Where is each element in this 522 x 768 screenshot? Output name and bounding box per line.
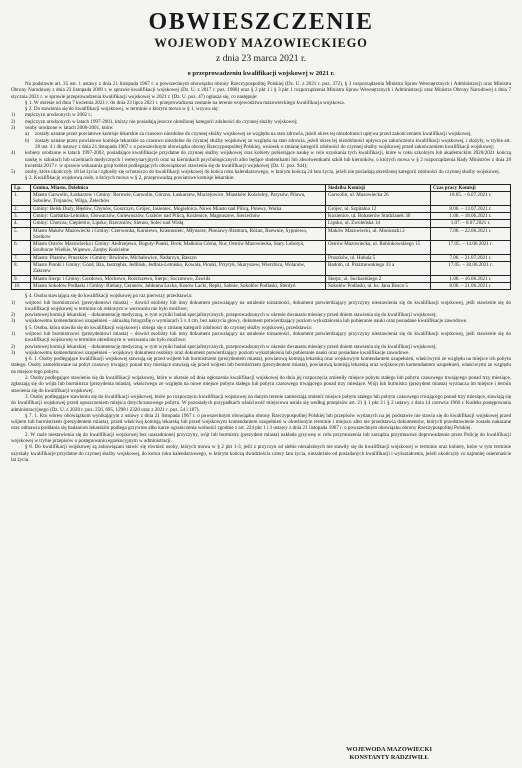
cell-lp: 8.: [12, 262, 31, 276]
section-6: [11, 356, 511, 413]
table-row: [12, 212, 511, 219]
cell-gmina: Gminy: Chotcza, Ciepielów, Lipsko, Rzeczniów, Sienno, Solec nad Wisłą: [31, 220, 326, 227]
document-date: z dnia 23 marca 2021 r.: [215, 53, 307, 64]
list-marker: 1): [11, 330, 16, 337]
list-text: powiatowej komisji lekarskiej – dokumentację medyczną, w tym wyniki badań specjalistycznych, przeprowadzonych w okresie dwunastu miesięcy przed dniem stawienia się do kwalifikacji wojskowej;: [25, 343, 437, 350]
table-row: [12, 227, 511, 241]
cell-gmina: Miasto Sokołów Podlaski i Gminy: Bielany, Ceranów, Jabłonna Lacka, Kosów Lacki, Repki, Sabnie, Sokołów Podlaski, Sterdyń: [31, 282, 326, 289]
cell-lp: 5.: [12, 227, 31, 241]
list-marker: b): [25, 137, 30, 144]
paragraph: § 8. Do kwalifikacji wojskowej są zobowiązani stawić się również osoby, których mowa w § 2 pkt 1-3, jeśli z przyczyn od siebie niezależnych nie stawiły się do kwalifikacji wojskowej w terminie oraz kobiety, które w tym terminie uzyskały kwalifikacje przydatne do czynnej służby wojskowej, do końca roku kalendarzowego, w którym kończą dwadzieścia cztery lata życia, niezależnie od posiadanych kwalifikacji i wykształcenia, jeżeli ukończyły co najmniej osiemnaście lat życia.: [11, 444, 511, 463]
list-text: wojskowemu komendantowi uzupełnień – aktualną fotografię o wymiarach 3 x 4 cm, bez nakrycia głowy, dokument potwierdzający poziom wykształcenia lub pobieranie nauki oraz posiadane kwalifikacje zawodowe.: [25, 318, 468, 325]
cell-czas: 18.05. – 6.07.2021 r.: [431, 192, 511, 206]
header-czas: Czas pracy Komisji: [431, 184, 511, 191]
section-4-items: [11, 300, 511, 325]
list-item: [11, 300, 511, 313]
signature-block: [346, 746, 432, 762]
cell-siedziba: Radom, ul. Prażmowskiego 33 a: [326, 262, 431, 276]
paragraph: 2. W razie niestawienia się do kwalifikacji wojskowej bez uzasadnionej przyczyny, wójt lub burmistrz (prezydent miasta) nakłada grzywnę w celu przymuszenia lub zarządza przymusowe doprowadzenie przez Policję do kwalifikacji wojskowej w trybie przepisów o postępowaniu egzekucyjnym w administracji.: [11, 431, 511, 445]
list-text: osoby, które ukończyły 18 lat życia i zgłosiły się ochotniczo do kwalifikacji wojskowej do końca roku kalendarzowego, w którym kończą 24 lata życia, jeżeli nie posiadają określonej kategorii zdolności do czynnej służby wojskowej.: [25, 169, 500, 176]
cell-siedziba: Lipsko, ul. Zwoleńska 14: [326, 220, 431, 227]
table-row: [12, 241, 511, 255]
cell-czas: 17.05. – 30.06.2021 r.: [431, 262, 511, 276]
cell-lp: 1.: [12, 192, 31, 206]
list-text: wójtowi lub burmistrzowi (prezydentowi miasta) – dowód osobisty lub inny dokument pozwalający na ustalenie tożsamości, dokument potwierdzający przyczyny niestawienia się do kwalifikacji wojskowej, jeśli stawienie się do kwalifikacji wojskowej w terminie określonym w wezwaniu nie było możliwe;: [25, 330, 511, 344]
document-subtitle: WOJEWODY MAZOWIECKIEGO: [154, 36, 368, 50]
section-1: § 1. W okresie od dnia 7 kwietnia 2021 r. do dnia 23 lipca 2021 r. przeprowadzona zostanie na terenie województwa mazowieckiego kwalifikacja wojskowa.: [25, 99, 345, 106]
list-marker: 3): [11, 318, 16, 325]
paragraph: 2. Osoby podlegające stawieniu się do kwalifikacji wojskowej, które w okresie od dnia ogłoszenia kwalifikacji wojskowej do dnia jej rozpoczęcia zmieniły miejsce pobytu stałego lub pobytu czasowego trwającego ponad trzy miesiące, zgłaszają się do wójta lub burmistrza (prezydenta miasta), właściwego ze względu na nowe miejsce pobytu stałego lub pobytu czasowego trwającego ponad trzy miesiące. Wójt lub burmistrz (prezydent miasta) wyznacza im miejsce i termin stawienia się do kwalifikacji wojskowej.: [11, 375, 511, 394]
list-marker: 2): [11, 312, 16, 319]
list-marker: 4): [11, 150, 16, 157]
list-marker: 3): [11, 349, 16, 356]
table-header-row: [12, 184, 511, 191]
cell-gmina: Miasto Ostrów Mazowiecka i Gminy: Andrzejewo, Boguty-Pianki, Brok, Małkinia Górna, Nur, Ostrów Mazowiecka, Stary Lubotyń, Szulborze Wielkie, Wąsewo, Zaręby Kościelne: [31, 241, 326, 255]
list-text: kobiety urodzone w latach 1997-2002, posiadające kwalifikacje przydatne do czynnej służby wojskowej oraz kobiety pobierające naukę w celu uzyskania tych kwalifikacji, które w roku szkolnym lub akademickim 2020/2021 kończą naukę w szkołach lub uczelniach medycznych i weterynaryjnych oraz na kierunkach psychologicznych albo będące studentkami lub absolwentkami szkół lub kierunków, o których mowa w § 2 rozporządzenia Rady Ministrów z dnia 28 kwietnia 2017 r. w sprawie wskazania grup kobiet podlegających obowiązkowi stawienia się do kwalifikacji wojskowej (Dz. U. poz. 944);: [25, 150, 511, 169]
document-title: OBWIESZCZENIE: [148, 9, 374, 35]
list-marker: 1): [11, 299, 16, 306]
cell-czas: 8.06. – 21.06.2021 r.: [431, 282, 511, 289]
cell-lp: 6.: [12, 241, 31, 255]
commission-table: [11, 184, 511, 290]
cell-gmina: Miasto Sierpc i Gminy: Gozdowo, Mochowo, Rościszewo, Sierpc, Szczutowo, Zawidz: [31, 275, 326, 282]
cell-czas: 8.06. – 13.07.2021 r.: [431, 205, 511, 212]
cell-siedziba: Garwolin, ul. Mazowiecka 26: [326, 192, 431, 206]
cell-gmina: Gminy: Belsk Duży, Błędów, Chynów, Goszczyn, Grójec, Jasieniec, Mogielnica, Nowe Miasto nad Pilicą, Pniewy, Warka: [31, 205, 326, 212]
list-marker: 5): [11, 169, 16, 176]
table-body: [12, 192, 511, 290]
cell-gmina: Miasto Garwolin, Łaskarzew i Gminy: Borowie, Garwolin, Górzno, Łaskarzew, Maciejowice, Miastków Kościelny, Parysów, Pilawa, Sobolew, Trojanów, Wilga, Żelechów: [31, 192, 326, 206]
paragraph: § 7. 1. Kto wbrew obowiązkom wynikającym z ustawy z dnia 21 listopada 1967 r. o powszechnym obowiązku obrony Rzeczypospolitej Polskiej lub przepisów wydanych na jej podstawie nie stawia się do kwalifikacji wojskowej przed wójtem lub burmistrzem (prezydentem miasta), przed właściwą komisją lekarską lub przed wojskowym komendantem uzupełnień w określonym terminie i miejscu albo nie przedstawia dokumentów, których przedstawienie zostało nakazane oraz odmawia poddania się badaniom lekarskim podlega grzywnie albo karze ograniczenia wolności zgodnie z art. 224 pkt 1 i 3 ustawy z dnia 21 listopada 1967 r. o powszechnym obowiązku obrony Rzeczypospolitej Polskiej.: [11, 412, 511, 432]
section-2-items: [11, 112, 511, 131]
cell-siedziba: Sokołów Podlaski, ul. ks. Jana Bosco 5: [326, 282, 431, 289]
list-text: powiatowej komisji lekarskiej – dokumentację medyczną, w tym wyniki badań specjalistycznych, przeprowadzonych w okresie dwunastu miesięcy przed dniem stawienia się do kwalifikacji wojskowej;: [25, 312, 437, 319]
cell-lp: 10.: [12, 282, 31, 289]
list-marker: 2): [11, 118, 16, 125]
cell-gmina: Miasto Pionki i Gminy: Gózd, Iłża, Jastrzębia, Jedlińsk, Jedlnia-Letnisko, Kowala, Pionki, Przytyk, Skaryszew, Wierzbica, Wolanów, Zakrzew: [31, 262, 326, 276]
cell-gmina: Miasto Maków Mazowiecki i Gminy: Czerwonka, Karniewo, Krasnosielc, Młynarze, Płoniawy-Bramura, Różan, Rzewnie, Sypniewo, Szelków: [31, 227, 326, 241]
document-heading: o przeprowadzeniu kwalifikacji wojskowej w 2021 r.: [187, 70, 335, 77]
cell-lp: 4.: [12, 220, 31, 227]
signature-title: WOJEWODA MAZOWIECKI: [346, 746, 432, 753]
header-siedziba: Siedziba Komisji: [326, 184, 431, 191]
table-row: [12, 262, 511, 276]
cell-czas: 1.06. – 16.06.2021 r.: [431, 275, 511, 282]
section-2-lead: § 2. Do stawienia się do kwalifikacji wojskowej, w terminie o którym mowa w § 1, wzywa się:: [25, 106, 219, 113]
cell-czas: 7.06. – 22.06.2021 r.: [431, 227, 511, 241]
list-text: wojskowemu komendantowi uzupełnień – wojskowy dokument osobisty oraz dokument potwierdzający poziom wykształcenia lub pobieranie nauki oraz posiadane kwalifikacje zawodowe.: [25, 349, 410, 356]
list-item: [11, 150, 511, 169]
cell-czas: 1.06. – 18.06.2021 r.: [431, 212, 511, 219]
cell-czas: 17.05. – 14.06.2021 r.: [431, 241, 511, 255]
list-marker: 3): [11, 125, 16, 132]
table-row: [12, 275, 511, 282]
section-7: [11, 413, 511, 463]
table-row: [12, 192, 511, 206]
cell-czas: 7.06. – 21.07.2021 r.: [431, 254, 511, 261]
table-row: [12, 282, 511, 289]
section-5-lead: § 5. Osoba, która stawiła się do kwalifikacji wojskowej i ubiega się o zmianę kategorii zdolności do czynnej służby wojskowej, przedstawia:: [25, 324, 313, 331]
cell-siedziba: Grójec, ul. Szpitalna 12: [326, 205, 431, 212]
header-gmina: Gmina, Miasto, Dzielnica: [31, 184, 326, 191]
list-item: [11, 318, 511, 324]
table-row: [12, 220, 511, 227]
list-text: osoby urodzone w latach 2000-2001, które:: [25, 125, 114, 132]
list-text: mężczyzn urodzonych w latach 1997-2001, którzy nie posiadają jeszcze określonej kategorii zdolności do czynnej służby wojskowej;: [25, 118, 298, 125]
section-5-items: [11, 331, 511, 356]
section-4-lead: § 4. Osoba stawiająca się do kwalifikacji wojskowej po raz pierwszy przedstawia:: [25, 293, 193, 300]
list-text: zostały uznane przez powiatowe komisje lekarskie za czasowo niezdolne do czynnej służby wojskowej ze względu na stan zdrowia, jeżeli okres tej niezdolności upływa przed zakończeniem kwalifikacji wojskowej,: [35, 131, 472, 138]
paragraph: § 6. 1. Osoby podlegające kwalifikacji wojskowej stawiają się przed wójtem lub burmistrzem (prezydentem miasta), powiatową komisją lekarską oraz wojskowym komendantem uzupełnień, właściwymi ze względu na miejsce ich pobytu stałego. Osoby zameldowane na pobyt czasowy trwający ponad trzy miesiące stawiają się przed wójtem lub burmistrzem (prezydentem miasta), powiatową komisją lekarską oraz wojskowym komendantem uzupełnień, właściwymi ze względu na miejsce tego pobytu.: [11, 356, 511, 375]
intro-paragraph: Na podstawie art. 35 ust. 1 ustawy z dnia 21 listopada 1967 r. o powszechnym obowiązku obrony Rzeczypospolitej Polskiej (Dz. U. z 2021 r. poz. 372), § 3 rozporządzenia Ministra Spraw Wewnętrznych i Administracji oraz Ministra Obrony Narodowej z dnia 23 listopada 2009 r. w sprawie kwalifikacji wojskowej (Dz. U. z 2017 r. poz. 1980) oraz § 2 pkt 1 i § 3 pkt 1 rozporządzenia Ministra Spraw Wewnętrznych i Administracji oraz Ministra Obrony Narodowej z dnia 7 stycznia 2021 r. w sprawie przeprowadzenia kwalifikacji wojskowej w 2021 r. (Dz. U. poz. 47) ogłasza się, co następuje:: [11, 81, 511, 100]
cell-lp: 9.: [12, 275, 31, 282]
list-marker: 2): [11, 343, 16, 350]
table-row: [12, 205, 511, 212]
list-text: wójtowi lub burmistrzowi (prezydentowi miasta) – dowód osobisty lub inny dokument pozwalający na ustalenie tożsamości, dokument potwierdzający przyczyny niestawienia się do kwalifikacji wojskowej, jeśli stawienie się do kwalifikacji wojskowej w terminie ok reklonym w wezwaniu nie było możliwe;: [25, 299, 511, 312]
cell-gmina: Miasto: Piastów, Pruszków i Gminy: Brwinów, Michałowice, Nadarzyn, Raszyn: [31, 254, 326, 261]
cell-gmina: Gminy: Garbatka-Letnisko, Głowaczów, Gniewoszów, Grabów nad Pilicą, Kozienice, Magnuszew, Sieciechów: [31, 212, 326, 219]
cell-lp: 7.: [12, 254, 31, 261]
cell-lp: 2.: [12, 205, 31, 212]
cell-siedziba: Ostrów Mazowiecka, ul. Rubinkowskiego 15: [326, 241, 431, 255]
cell-siedziba: Pruszków, ul. Hubala 5: [326, 254, 431, 261]
table-row: [12, 254, 511, 261]
paragraph: 3. Osoby podlegające stawieniu się do kwalifikacji wojskowej, które po rozpoczęciu kwalifikacji wojskowej na danym terenie zamierzają zmienić miejsce pobytu stałego lub pobytu czasowego trwającego ponad trzy miesiące, stawiają się do kwalifikacji wojskowej przed opuszczeniem miejsca dotychczasowego pobytu. W pozostałych przypadkach właściwość miejscowa ustala się według przepisów art. 21 § 1 pkt 3 i § 2 ustawy z dnia 14 czerwca 1960 r. Kodeks postępowania administracyjnego (Dz. U. z 2020 r. poz. 256, 695, 1298 i 2320 oraz z 2021 r. poz. 54 i 187).: [11, 393, 511, 413]
sub-list-item: [11, 138, 511, 151]
list-text: zostały uznane przez powiatowe komisje lekarskie za czasowo niezdolne do czynnej służby wojskowej ze względu na stan zdrowia, jeżeli okres tej niezdolności upływa po zakończeniu kwalifikacji wojskowej, i złożyły, w trybie art. 28 ust. 4 i 4b ustawy z dnia 21 listopada 1967 r. o powszechnym obowiązku obrony Rzeczypospolitej Polskiej, wniosek o zmianę kategorii zdolności do czynnej służby wojskowej przed zakończeniem kwalifikacji wojskowej;: [35, 137, 511, 150]
list-item: [11, 331, 511, 344]
signature-name: KONSTANTY RADZIWIŁŁ: [349, 754, 429, 761]
list-marker: 1): [11, 112, 16, 119]
section-3: § 3. Kwalifikację wojskową osób, o których mowa w § 2, przeprowadzą powiatowe komisje lekarskie:: [25, 175, 235, 182]
cell-siedziba: Sierpc, ul. Sucharskiego 2: [326, 275, 431, 282]
section-2-items-cont: [11, 150, 511, 175]
section-2-subitems: [11, 131, 511, 150]
cell-lp: 3.: [12, 212, 31, 219]
cell-czas: 1.07. – 8.07.2021 r.: [431, 220, 511, 227]
list-text: mężczyzn urodzonych w 2002 r.;: [25, 112, 93, 119]
cell-siedziba: Kozienice, ul. Bohaterów Studzianek 30: [326, 212, 431, 219]
list-marker: a): [25, 131, 29, 138]
cell-siedziba: Maków Mazowiecki, ul. Moniuszki 2: [326, 227, 431, 241]
header-lp: Lp.: [12, 184, 31, 191]
